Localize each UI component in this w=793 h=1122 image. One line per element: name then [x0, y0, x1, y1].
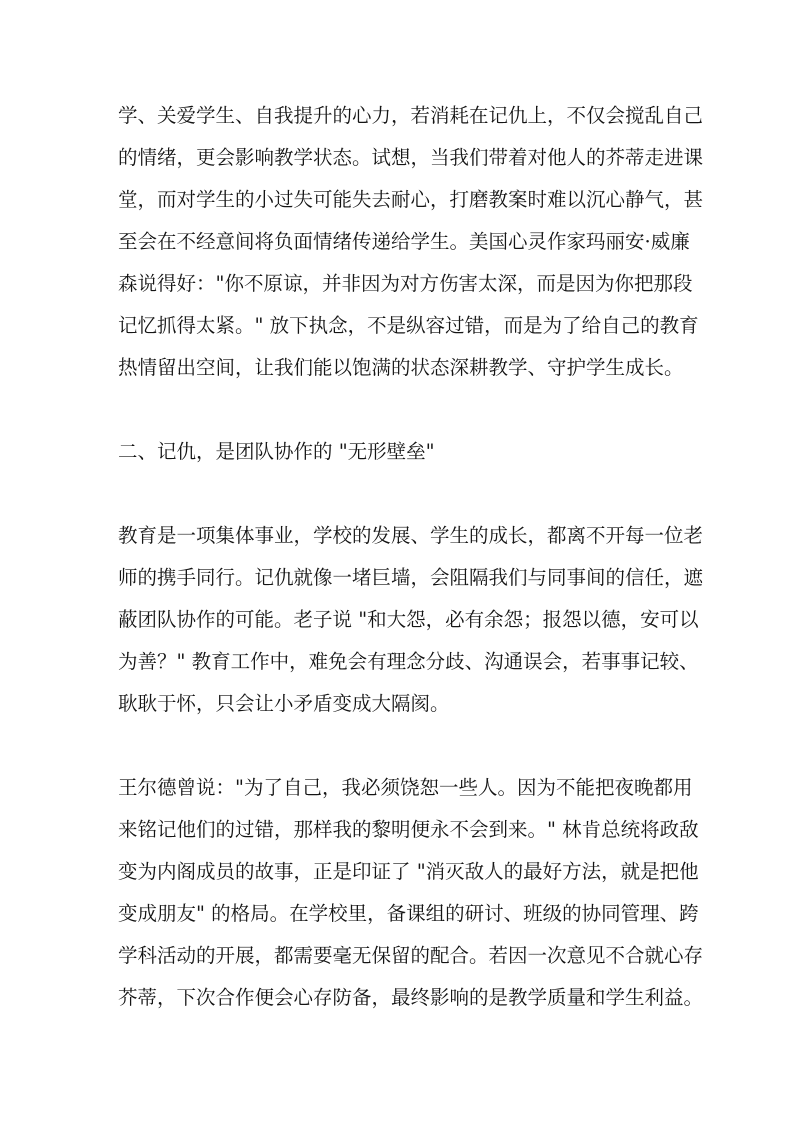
paragraph-3-line-3: 变为内阁成员的故事，正是印证了 "消灭敌人的最好方法，就是把他 — [118, 860, 699, 883]
paragraph-1-line-2: 的情绪，更会影响教学状态。试想，当我们带着对他人的芥蒂走进课 — [118, 146, 704, 169]
paragraph-1-line-1: 学、关爱学生、自我提升的心力，若消耗在记仇上，不仅会搅乱自己 — [118, 104, 704, 127]
paragraph-3-line-6: 芥蒂，下次合作便会心存防备，最终影响的是教学质量和学生利益。 — [118, 986, 704, 1009]
paragraph-3-line-2: 来铭记他们的过错，那样我的黎明便永不会到来。" 林肯总统将政敌 — [118, 818, 699, 841]
paragraph-2-line-4: 为善？" 教育工作中，难免会有理念分歧、沟通误会，若事事记较、 — [118, 650, 699, 673]
paragraph-1-line-5: 森说得好："你不原谅，并非因为对方伤害太深，而是因为你把那段 — [118, 272, 693, 295]
section-heading: 二、记仇，是团队协作的 "无形壁垒" — [118, 440, 435, 463]
paragraph-1-line-6: 记忆抓得太紧。" 放下执念，不是纵容过错，而是为了给自己的教育 — [118, 314, 699, 337]
paragraph-1-line-4: 至会在不经意间将负面情绪传递给学生。美国心灵作家玛丽安·威廉 — [118, 230, 690, 253]
paragraph-2-line-5: 耿耿于怀，只会让小矛盾变成大隔阂。 — [118, 692, 450, 715]
paragraph-1-line-7: 热情留出空间，让我们能以饱满的状态深耕教学、守护学生成长。 — [118, 356, 684, 379]
paragraph-3-line-5: 学科活动的开展，都需要毫无保留的配合。若因一次意见不合就心存 — [118, 944, 704, 967]
paragraph-3-line-4: 变成朋友" 的格局。在学校里，备课组的研讨、班级的协同管理、跨 — [118, 902, 699, 925]
paragraph-1-line-3: 堂，而对学生的小过失可能失去耐心，打磨教案时难以沉心静气，甚 — [118, 188, 704, 211]
paragraph-2-line-1: 教育是一项集体事业，学校的发展、学生的成长，都离不开每一位老 — [118, 524, 704, 547]
paragraph-2-line-2: 师的携手同行。记仇就像一堵巨墙，会阻隔我们与同事间的信任，遮 — [118, 566, 704, 589]
paragraph-2-line-3: 蔽团队协作的可能。老子说 "和大怨，必有余怨；报怨以德，安可以 — [118, 608, 699, 631]
paragraph-3-line-1: 王尔德曾说："为了自己，我必须饶恕一些人。因为不能把夜晚都用 — [118, 776, 693, 799]
